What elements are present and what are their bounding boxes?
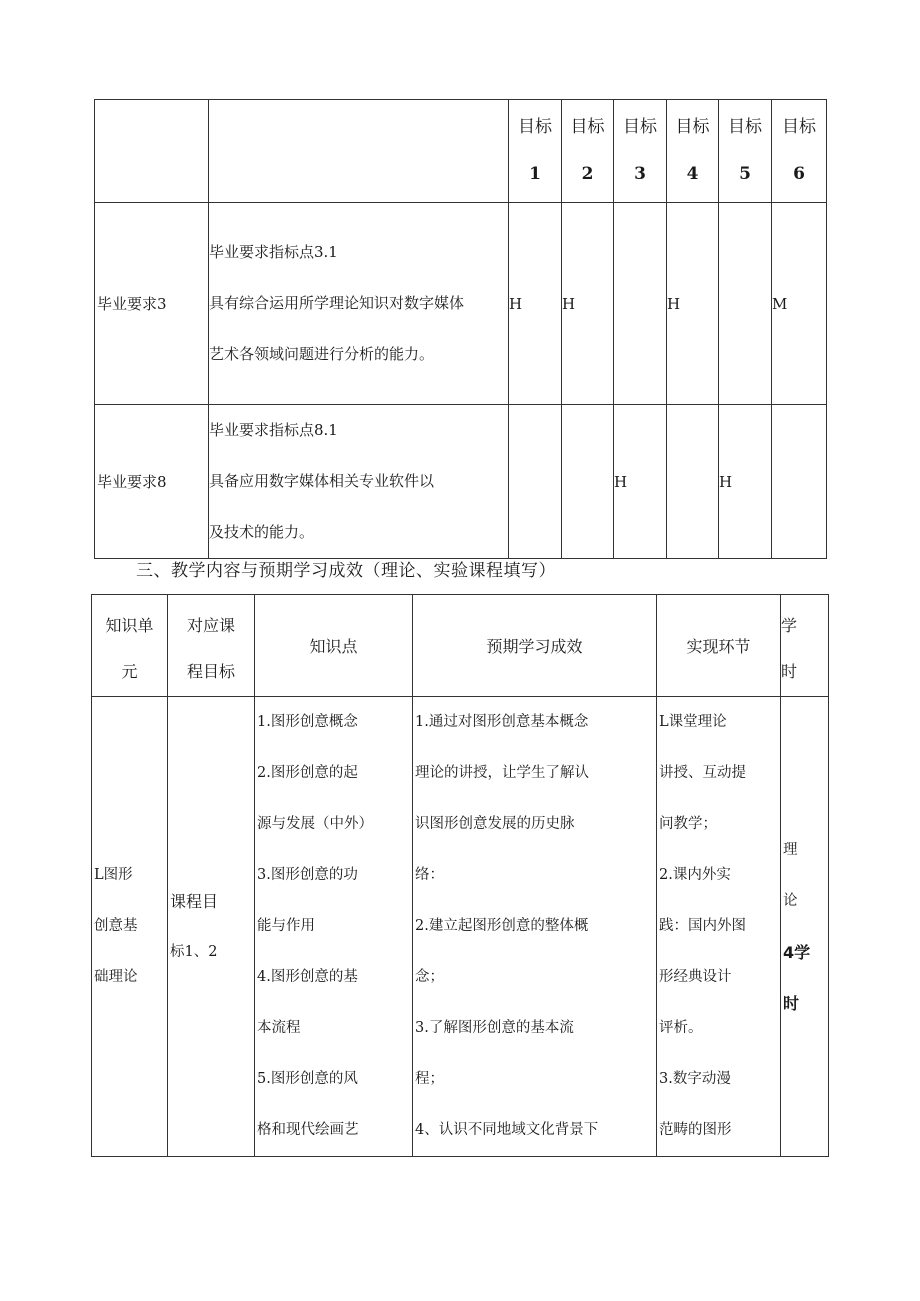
indicator-cell <box>209 405 509 559</box>
header-empty-cell <box>209 100 509 203</box>
mark-cell <box>509 405 562 559</box>
mark-cell: H <box>667 203 719 405</box>
goal-header-6: 目标 6 <box>772 100 827 203</box>
header-hours: 学 时 <box>781 595 829 697</box>
mark-cell <box>667 405 719 559</box>
indicator-line: 毕业要求指标点8.1 <box>209 421 338 439</box>
indicator-line: 及技术的能力。 <box>209 523 315 541</box>
section-heading: 三、教学内容与预期学习成效（理论、实验课程填写） <box>136 561 556 581</box>
unit-cell: L图形 创意基 础理论 <box>92 697 168 1157</box>
header-expected-outcomes: 预期学习成效 <box>413 595 657 697</box>
header-methods: 实现环节 <box>657 595 781 697</box>
header-knowledge-points: 知识点 <box>255 595 413 697</box>
indicator-line: 具备应用数字媒体相关专业软件以 <box>209 472 435 490</box>
teaching-content-table <box>91 594 829 1157</box>
goal-header-4: 目标 4 <box>667 100 719 203</box>
hours-cell: 理 论 4学 时 <box>781 697 829 1157</box>
requirements-matrix-table <box>94 99 827 559</box>
mark-cell <box>614 203 667 405</box>
requirement-cell: 毕业要求8 <box>95 405 209 559</box>
mark-cell <box>719 203 772 405</box>
mark-cell: H <box>614 405 667 559</box>
goal-header-2: 目标 2 <box>562 100 614 203</box>
mark-cell: H <box>562 203 614 405</box>
mark-cell: H <box>509 203 562 405</box>
goal-header-1: 目标 1 <box>509 100 562 203</box>
mark-cell: M <box>772 203 827 405</box>
indicator-cell <box>209 203 509 405</box>
header-target: 对应课 程目标 <box>168 595 255 697</box>
target-cell: 课程目 标1、2 <box>168 697 255 1157</box>
indicator-line: 具有综合运用所学理论知识对数字媒体 <box>209 294 465 312</box>
methods-cell: L课堂理论 讲授、互动提 问教学； 2.课内外实 践：国内外图 形经典设计 评析。 3.数字动漫 范畴的图形 <box>657 697 781 1157</box>
goal-header-3: 目标 3 <box>614 100 667 203</box>
expected-outcomes-cell: 1.通过对图形创意基本概念 理论的讲授，让学生了解认 识图形创意发展的历史脉 络： 2.建立起图形创意的整体概 念； 3.了解图形创意的基本流 程； 4、认识不同地域文化背景下 <box>413 697 657 1157</box>
content-row <box>92 697 829 1157</box>
header-empty-cell <box>95 100 209 203</box>
mark-cell <box>772 405 827 559</box>
indicator-line: 艺术各领域问题进行分析的能力。 <box>209 345 435 363</box>
matrix-row-req3 <box>95 203 827 405</box>
mark-cell <box>562 405 614 559</box>
content-header-row <box>92 595 829 697</box>
requirement-cell: 毕业要求3 <box>95 203 209 405</box>
indicator-line: 毕业要求指标点3.1 <box>209 243 338 261</box>
mark-cell: H <box>719 405 772 559</box>
header-unit: 知识单 元 <box>92 595 168 697</box>
goal-header-5: 目标 5 <box>719 100 772 203</box>
knowledge-points-cell: 1.图形创意概念 2.图形创意的起 源与发展（中外） 3.图形创意的功 能与作用 4.图形创意的基 本流程 5.图形创意的风 格和现代绘画艺 <box>255 697 413 1157</box>
matrix-header-row <box>95 100 827 203</box>
matrix-row-req8 <box>95 405 827 559</box>
